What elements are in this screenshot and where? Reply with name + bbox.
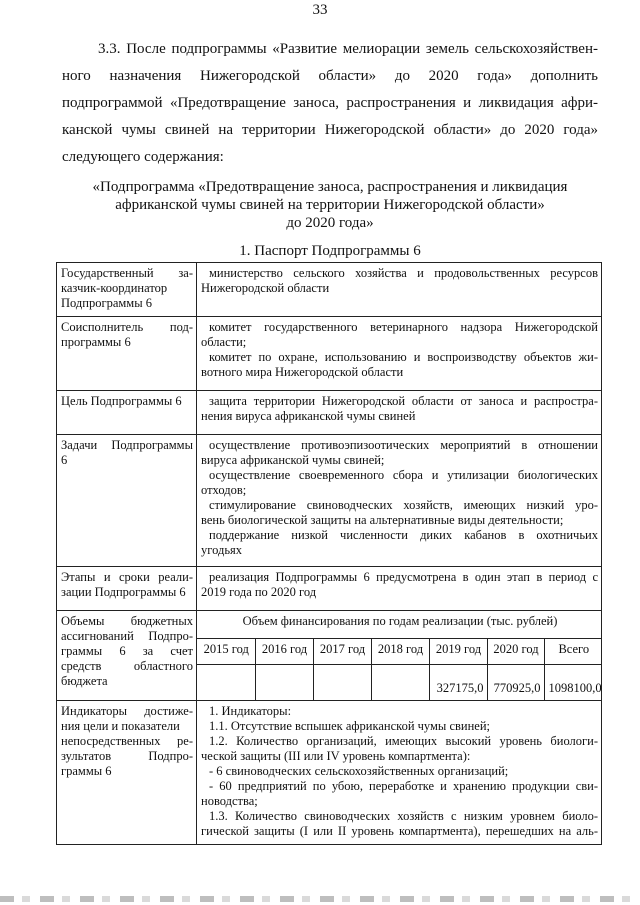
value-line: угодьях: [201, 543, 243, 557]
value-line: министерство сельского хозяйства и продовольственных ресурсов: [209, 266, 598, 280]
value-paragraph: [201, 528, 598, 558]
row-label-coexecutor: [57, 317, 197, 391]
value-line: ческой защиты (III или IV уровень компартмента):: [201, 749, 471, 763]
label-line: граммы 6 за счет: [61, 644, 193, 658]
value-line: осуществление противоэпизоотических мероприятий в отношении: [209, 438, 598, 452]
funding-header: Объем финансирования по годам реализации (тыс. рублей): [197, 611, 602, 639]
intro-line: ного назначения Нижегородской области» до 2020 года» дополнить: [62, 68, 598, 84]
subprogram-title-line: «Подпрограмма «Предотвращение заноса, распространения и ликвидация: [92, 179, 568, 195]
value-line: защита территории Нижегородской области от заноса и распростра-: [209, 394, 598, 408]
label-line: ассигнований Подпро-: [61, 629, 193, 643]
value-paragraph: [201, 779, 598, 809]
label-line: 6: [61, 453, 68, 467]
subprogram-title-line: африканской чумы свиней на территории Нижегородской области»: [115, 197, 545, 213]
label-line: граммы 6: [61, 764, 112, 778]
label-line: Цель Подпрограммы 6: [61, 394, 182, 408]
label-line: зации Подпрограммы 6: [61, 585, 186, 599]
label-line: ния цели и показатели: [61, 719, 180, 733]
value-paragraph: [201, 719, 598, 734]
label-line: средств областного: [61, 659, 193, 673]
value-line: вируса африканской чумы свиней;: [201, 453, 385, 467]
funding-value: 770925,0: [487, 665, 544, 701]
section-caption: 1. Паспорт Подпрограммы 6: [239, 243, 421, 259]
value-line: вень биологической защиты на альтернативные виды деятельности;: [201, 513, 564, 527]
intro-line: подпрограммой «Предотвращение заноса, распространения и ликвидация афри-: [62, 95, 598, 111]
value-line: поддержание низкой численности диких кабанов в охотничьих: [209, 528, 598, 542]
value-line: - 60 предприятий по убою, переработке и хранению продукции сви-: [209, 779, 598, 793]
label-line: программы 6: [61, 335, 131, 349]
year-header: 2016 год: [255, 639, 313, 665]
row-value-stages: [197, 567, 602, 611]
value-line: Нижегородской области: [201, 281, 330, 295]
value-paragraph: [201, 350, 598, 380]
table-row: [57, 391, 602, 435]
value-line: области;: [201, 335, 247, 349]
value-paragraph: [201, 764, 598, 779]
table-row: [57, 435, 602, 567]
year-header: 2018 год: [371, 639, 429, 665]
value-line: 2019 года по 2020 год: [201, 585, 317, 599]
value-line: стимулирование свиноводческих хозяйств, имеющих низкий уро-: [209, 498, 598, 512]
value-line: отходов;: [201, 483, 247, 497]
table-row: [197, 639, 602, 665]
value-line: вотного мира Нижегородской области: [201, 365, 404, 379]
value-paragraph: [201, 266, 598, 296]
table-row: [197, 665, 602, 701]
year-header: 2019 год: [429, 639, 487, 665]
label-line: Этапы и сроки реали-: [61, 570, 193, 584]
funding-value: [255, 665, 313, 701]
value-line: нения вируса африканской чумы свиней: [201, 409, 416, 423]
value-paragraph: [201, 438, 598, 468]
value-paragraph: [201, 468, 598, 498]
funding-total: 1098100,0: [544, 665, 602, 701]
label-line: Объемы бюджетных: [61, 614, 193, 628]
value-paragraph: [201, 570, 598, 600]
funding-value: [313, 665, 371, 701]
value-paragraph: [201, 320, 598, 350]
row-value-indicators: [197, 701, 602, 845]
value-line: реализация Подпрограммы 6 предусмотрена в один этап в период с: [209, 570, 598, 584]
value-paragraph: [201, 394, 598, 424]
row-value-customer: [197, 263, 602, 317]
label-line: Подпрограммы 6: [61, 296, 152, 310]
funding-cell: [197, 611, 602, 701]
year-header: 2015 год: [197, 639, 255, 665]
value-paragraph: [201, 704, 598, 719]
value-line: комитет по охране, использованию и воспроизводству объектов жи-: [209, 350, 598, 364]
value-paragraph: [201, 498, 598, 528]
year-header: 2017 год: [313, 639, 371, 665]
total-header: Всего: [544, 639, 602, 665]
intro-line: канской чумы свиней на территории Нижегородской области» до 2020 года»: [62, 122, 598, 138]
label-line: непосредственных ре-: [61, 734, 193, 748]
table-row: [57, 567, 602, 611]
table-row: [57, 317, 602, 391]
value-line: гической защиты (I или II уровень компартмента), перешедших на аль-: [201, 824, 598, 838]
label-line: бюджета: [61, 674, 108, 688]
value-line: 1.2. Количество организаций, имеющих высокий уровень биологи-: [209, 734, 598, 748]
label-line: зультатов Подпро-: [61, 749, 193, 763]
row-label-stages: [57, 567, 197, 611]
value-line: комитет государственного ветеринарного надзора Нижегородской: [209, 320, 598, 334]
funding-value: [371, 665, 429, 701]
funding-table: [197, 611, 602, 700]
subprogram-title: [62, 178, 598, 232]
subprogram-title-line: до 2020 года»: [286, 215, 374, 231]
label-line: Индикаторы достиже-: [61, 704, 193, 718]
year-header: 2020 год: [487, 639, 544, 665]
label-line: Государственный за-: [61, 266, 193, 280]
passport-table: [56, 262, 602, 845]
intro-line: 3.3. После подпрограммы «Развитие мелиорации земель сельскохозяйствен-: [98, 41, 598, 57]
value-paragraph: [201, 809, 598, 839]
table-row: [57, 701, 602, 845]
row-label-goal: [57, 391, 197, 435]
value-line: 1.3. Количество свиноводческих хозяйств с низким уровнем биоло-: [209, 809, 598, 823]
row-label-funding: [57, 611, 197, 701]
label-line: казчик-координатор: [61, 281, 168, 295]
row-value-goal: [197, 391, 602, 435]
scan-edge-artifact: [0, 896, 640, 902]
value-line: осуществление своевременного сбора и утилизации биологических: [209, 468, 598, 482]
table-row: [197, 611, 602, 639]
value-line: 1. Индикаторы:: [209, 704, 292, 718]
row-label-tasks: [57, 435, 197, 567]
value-line: новодства;: [201, 794, 258, 808]
intro-line: следующего содержания:: [62, 149, 224, 165]
row-label-customer: [57, 263, 197, 317]
value-line: - 6 свиноводческих сельскохозяйственных организаций;: [209, 764, 509, 778]
table-row: [57, 263, 602, 317]
row-value-coexecutor: [197, 317, 602, 391]
funding-value: [197, 665, 255, 701]
row-label-indicators: [57, 701, 197, 845]
intro-paragraph: [62, 36, 598, 171]
funding-value: 327175,0: [429, 665, 487, 701]
page-number: 33: [312, 2, 328, 18]
row-value-tasks: [197, 435, 602, 567]
label-line: Соисполнитель под-: [61, 320, 193, 334]
value-line: 1.1. Отсутствие вспышек африканской чумы свиней;: [209, 719, 490, 733]
value-paragraph: [201, 734, 598, 764]
table-row: [57, 611, 602, 701]
label-line: Задачи Подпрограммы: [61, 438, 193, 452]
